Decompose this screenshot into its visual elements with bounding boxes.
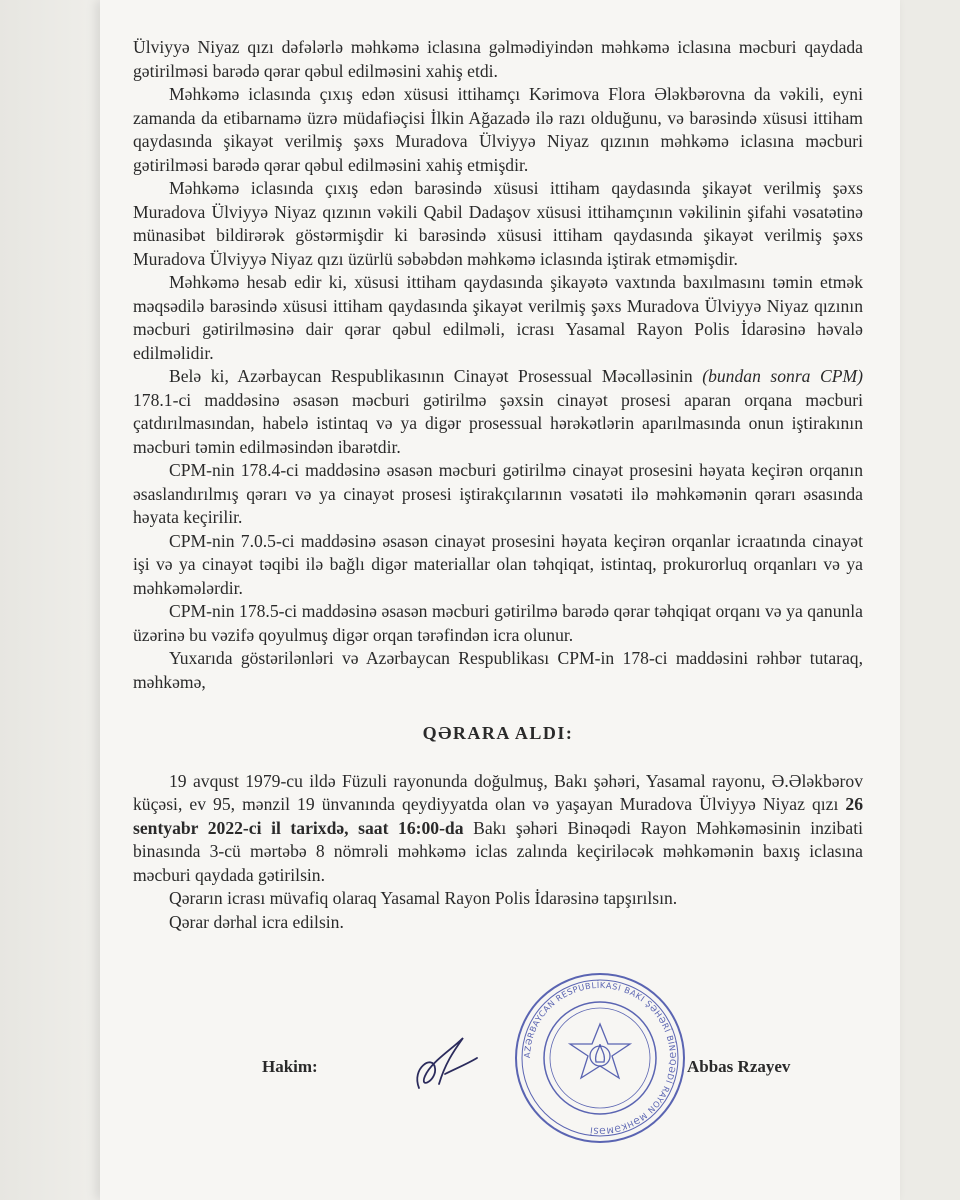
decision-date-time: 26 sentyabr 2022-ci il tarixdə, saat 16:00-da xyxy=(133,794,863,838)
paragraph-7: CPM-nin 7.0.5-ci maddəsinə əsasən cinayət prosesini həyata keçirən orqanlar icraatında cinayət işi və ya cinayət təqibi ilə bağlı digər materiallar olan təhqiqat, istintaq, prokurorluq orqanları və ya məhkəmələrdir. xyxy=(133,530,863,598)
seal-text: AZƏRBAYCAN RESPUBLİKASI BAKI ŞƏHƏRİ BİNƏQƏDİ RAYON MƏHKƏMƏSİ xyxy=(521,979,679,1137)
paragraph-3: Məhkəmə iclasında çıxış edən barəsində xüsusi ittiham qaydasında şikayət verilmiş şəxs Muradova Ülviyyə Niyaz qızının vəkili Qabil Dadaşov xüsusi ittihamçının vəkilinin şifahi vəsatətinə münasibət bildirərək göstərmişdir ki barəsində xüsusi ittiham qaydasında şikayət verilmiş şəxs Muradova Ülviyyə Niyaz qızı üzürlü səbəbdən məhkəmə iclasında iştirak etməmişdir. xyxy=(133,178,863,269)
handwritten-signature xyxy=(405,1028,485,1098)
decision-text-b: Bakı şəhəri Binəqədi Rayon Məhkəməsinin inzibati binasında 3-cü mərtəbə 8 nömrəli məhkəmə iclas zalında keçiriləcək məhkəmənin baxış iclasına məcburi qaydada gətirilsin. xyxy=(133,817,864,885)
photo-background-left xyxy=(0,0,100,1200)
decision-text-a: 19 avqust 1979-cu ildə Füzuli rayonunda doğulmuş, Bakı şəhəri, Yasamal rayonu, Ə.Ələkbərov küçəsi, ev 95, mənzil 19 ünvanında qeydiyyatda olan və yaşayan Muradova Ülviyyə Niyaz qızı xyxy=(133,770,863,814)
paragraph-6: CPM-nin 178.4-ci maddəsinə əsasən məcburi gətirilmə cinayət prosesini həyata keçirən orqanın əsaslandırılmış qərarı və ya cinayət prosesi iştirakçılarının vəsatəti ilə məhkəmənin qərarı əsasında həyata keçirilir. xyxy=(133,460,863,527)
judge-name: Abbas Rzayev xyxy=(687,1057,791,1076)
document-body xyxy=(133,36,863,934)
paragraph-9: Yuxarıda göstərilənləri və Azərbaycan Respublikası CPM-in 178-ci maddəsini rəhbər tutaraq, məhkəmə, xyxy=(133,648,863,692)
paragraph-1: Ülviyyə Niyaz qızı dəfələrlə məhkəmə iclasına gəlmədiyindən məhkəmə iclasına məcburi qaydada gətirilməsi barədə qərar qəbul edilməsini xahiş etdi. xyxy=(133,37,863,81)
closing-line-2: Qərar dərhal icra edilsin. xyxy=(169,911,344,932)
decision-heading: QƏRARA ALDI: xyxy=(422,723,574,743)
paragraph-5-italic: (bundan sonra CPM) xyxy=(702,366,863,386)
closing-line-1: Qərarın icrası müvafiq olaraq Yasamal Rayon Polis İdarəsinə tapşırılsın. xyxy=(169,888,678,908)
paragraph-2: Məhkəmə iclasında çıxış edən xüsusi ittihamçı Kərimova Flora Ələkbərovna da vəkili, eyni zamanda da etibarnamə üzrə müdafiəçisi İlkin Ağazadə ilə razı olduğunu, və barəsində xüsusi ittiham qaydasında şikayət verilmiş şəxs Muradova Ülviyyə Niyaz qızının məhkəmə iclasına məcburi gətirilməsi barədə qərar qəbul edilməsini xahiş etmişdir. xyxy=(133,84,863,175)
paragraph-5-text-b: 178.1-ci maddəsinə əsasən məcburi gətirilmə şəxsin cinayət prosesi aparan orqana məcburi çatdırılmasından, habelə istintaq və ya digər prosessual hərəkətlərin aparılmasında onun iştirakının məcburi təmin edilməsindən ibarətdir. xyxy=(133,389,863,457)
svg-text:AZƏRBAYCAN RESPUBLİKASI BAKI Ş xyxy=(522,980,678,1136)
court-seal xyxy=(510,968,690,1148)
paragraph-5 xyxy=(133,365,863,459)
paragraph-4: Məhkəmə hesab edir ki, xüsusi ittiham qaydasında şikayətə vaxtında baxılmasını təmin etmək məqsədilə barəsində xüsusi ittiham qaydasında şikayət verilmiş şəxs Muradova Ülviyyə Niyaz qızının məcburi gətirilməsinə dair qərar qəbul edilməli, icrası Yasamal Rayon Polis İdarəsinə həvalə edilməlidir. xyxy=(133,272,863,363)
judge-label: Hakim: xyxy=(262,1057,318,1076)
decision-paragraph xyxy=(133,770,863,888)
paragraph-8: CPM-nin 178.5-ci maddəsinə əsasən məcburi gətirilmə barədə qərar təhqiqat orqanı və ya qanunla üzərinə bu vəzifə qoyulmuş digər orqan tərəfindən icra olunur. xyxy=(133,601,863,645)
paragraph-5-text-a: Belə ki, Azərbaycan Respublikasının Cinayət Prosessual Məcəlləsinin xyxy=(169,366,703,386)
